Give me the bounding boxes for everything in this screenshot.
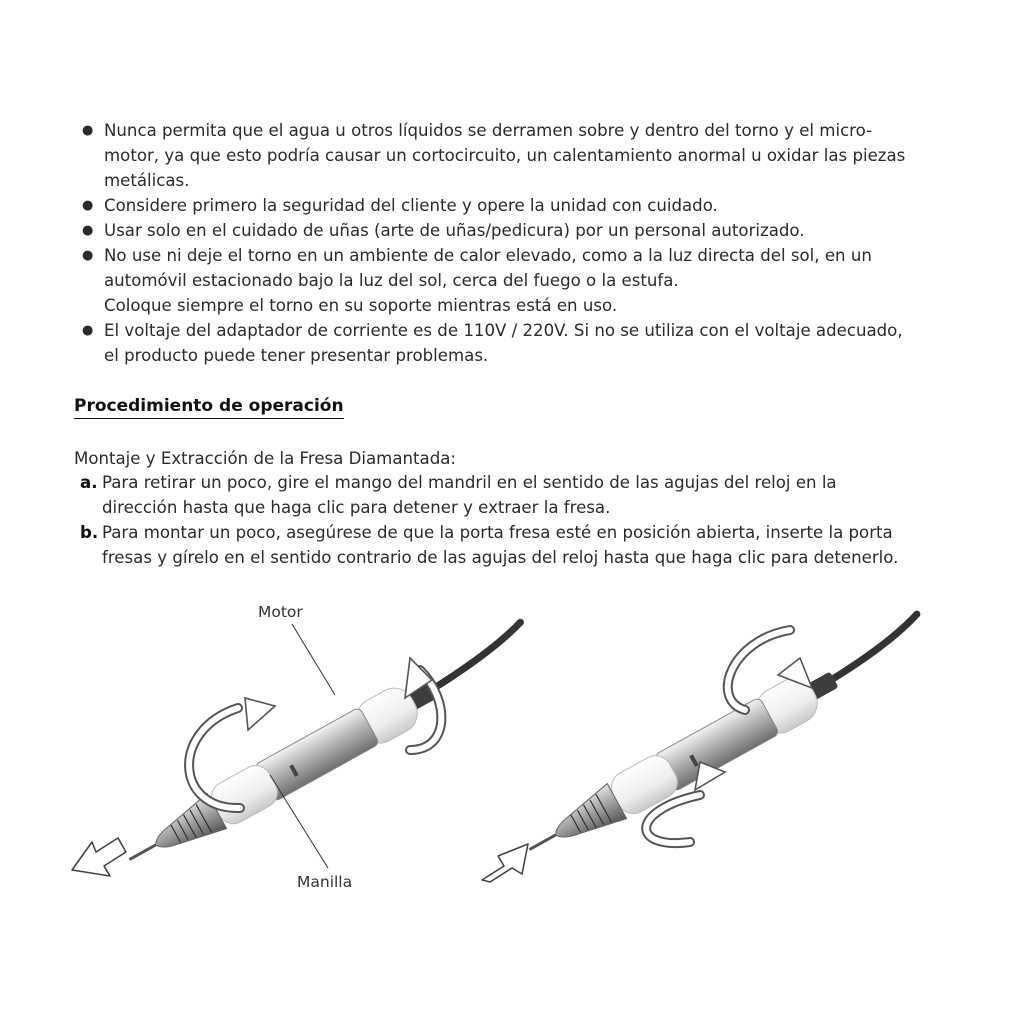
bullet-line: el producto puede tener presentar problemas. bbox=[104, 346, 489, 365]
step-letter: b. bbox=[80, 523, 99, 542]
safety-bullet bbox=[80, 118, 960, 193]
step-line: Para montar un poco, asegúrese de que la porta fresa esté en posición abierta, inserte la porta bbox=[102, 523, 893, 542]
label-motor: Motor bbox=[258, 603, 303, 621]
procedure-intro: Montaje y Extracción de la Fresa Diamantada: bbox=[74, 449, 456, 468]
label-manilla: Manilla bbox=[297, 873, 353, 891]
step-line: dirección hasta que haga clic para detener y extraer la fresa. bbox=[102, 498, 611, 517]
step-letter: a. bbox=[80, 473, 98, 492]
insert-arrow-icon bbox=[482, 844, 528, 882]
safety-bullet bbox=[80, 318, 960, 368]
procedure-step-b bbox=[80, 520, 970, 570]
safety-bullet bbox=[80, 218, 960, 243]
bullet-line: automóvil estacionado bajo la luz del sol, cerca del fuego o la estufa. bbox=[104, 271, 679, 290]
bullet-line: metálicas. bbox=[104, 171, 190, 190]
safety-bullet bbox=[80, 243, 960, 318]
handpiece-left bbox=[118, 617, 540, 879]
handpiece-illustration bbox=[0, 580, 1024, 920]
bullet-line: ● Nunca permita que el agua u otros líquidos se derramen sobre y dentro del torno y el micro- bbox=[104, 121, 873, 140]
bullet-line: ● Usar solo en el cuidado de uñas (arte de uñas/pedicura) por un personal autorizado. bbox=[104, 221, 805, 240]
step-line: fresas y gírelo en el sentido contrario de las agujas del reloj hasta que haga clic para detenerlo. bbox=[102, 548, 899, 567]
cable-left bbox=[422, 622, 528, 690]
bullet-line: ● El voltaje del adaptador de corriente es de 110V / 220V. Si no se utiliza con el voltaje adecuado, bbox=[104, 321, 903, 340]
section-heading: Procedimiento de operación bbox=[74, 396, 344, 419]
bullet-line: Coloque siempre el torno en su soporte mientras está en uso. bbox=[104, 296, 618, 315]
bullet-line: ● No use ni deje el torno en un ambiente de calor elevado, como a la luz directa del sol, en un bbox=[104, 246, 872, 265]
procedure-steps bbox=[80, 470, 970, 570]
cable-right bbox=[822, 614, 924, 680]
leader-line-motor bbox=[292, 624, 335, 695]
safety-bullet bbox=[80, 193, 960, 218]
procedure-step-a bbox=[80, 470, 970, 520]
step-line: Para retirar un poco, gire el mango del mandril en el sentido de las agujas del reloj en la bbox=[102, 473, 837, 492]
bullet-line: ● Considere primero la seguridad del cliente y opere la unidad con cuidado. bbox=[104, 196, 718, 215]
handpiece-right bbox=[518, 609, 937, 869]
extract-arrow-icon bbox=[72, 838, 126, 876]
bullet-line: motor, ya que esto podría causar un cortocircuito, un calentamiento anormal u oxidar las piezas bbox=[104, 146, 906, 165]
safety-bullet-list bbox=[80, 118, 960, 368]
